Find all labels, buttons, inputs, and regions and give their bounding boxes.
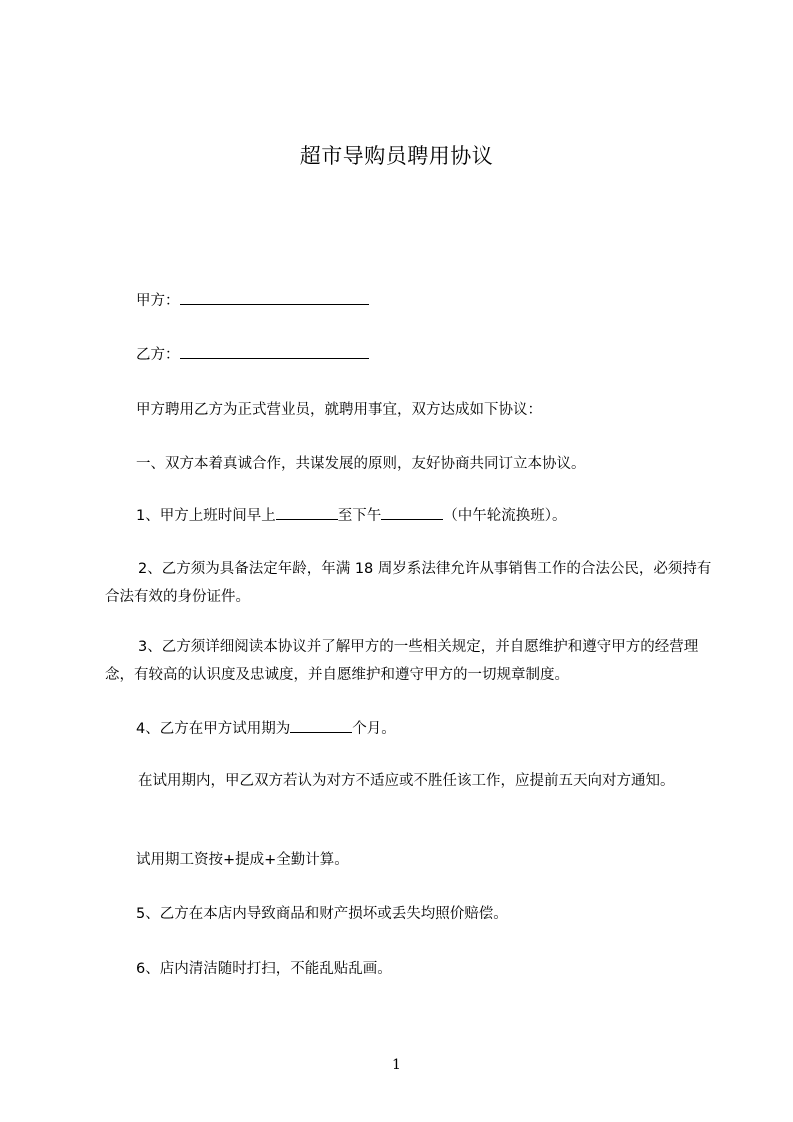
item-4-suffix: 个月。	[352, 721, 396, 737]
item-1-paragraph	[105, 502, 715, 530]
probation-pay-paragraph: 试用期工资按+提成+全勤计算。	[136, 852, 349, 868]
item-1-suffix: （中午轮流换班）。	[443, 508, 567, 524]
item-5-paragraph: 5、乙方在本店内导致商品和财产损坏或丢失均照价赔偿。	[136, 906, 508, 922]
item-1-prefix: 1、甲方上班时间早上	[136, 508, 276, 524]
document-title: 超市导购员聘用协议	[299, 144, 494, 168]
section-one-paragraph: 一、双方本着真诚合作，共谋发展的原则，友好协商共同订立本协议。	[136, 456, 586, 472]
party-b-label: 乙方：	[136, 347, 180, 363]
item-4-paragraph	[105, 715, 715, 743]
page-number: 1	[392, 1057, 401, 1073]
party-a-label: 甲方：	[136, 293, 180, 309]
item-2-paragraph: 2、乙方须为具备法定年龄，年满 18 周岁系法律允许从事销售工作的合法公民，必须持有合法有效的身份证件。	[105, 561, 712, 605]
end-time-blank	[381, 505, 443, 520]
start-time-blank	[276, 505, 338, 520]
party-b-line	[105, 341, 715, 369]
party-a-blank	[180, 290, 369, 305]
item-3-paragraph: 3、乙方须详细阅读本协议并了解甲方的一些相关规定，并自愿维护和遵守甲方的经营理念，有较高的认识度及忠诚度，并自愿维护和遵守甲方的一切规章制度。	[105, 639, 699, 683]
party-a-line	[105, 287, 715, 315]
item-1-middle: 至下午	[337, 508, 382, 524]
probation-months-blank	[290, 718, 352, 733]
item-4-prefix: 4、乙方在甲方试用期为	[136, 721, 291, 737]
party-b-blank	[180, 344, 369, 359]
item-6-paragraph: 6、店内清洁随时打扫，不能乱贴乱画。	[136, 961, 392, 977]
probation-notice-paragraph: 在试用期内，甲乙双方若认为对方不适应或不胜任该工作，应提前五天向对方通知。	[138, 773, 675, 789]
intro-paragraph: 甲方聘用乙方为正式营业员，就聘用事宜，双方达成如下协议：	[136, 402, 542, 418]
